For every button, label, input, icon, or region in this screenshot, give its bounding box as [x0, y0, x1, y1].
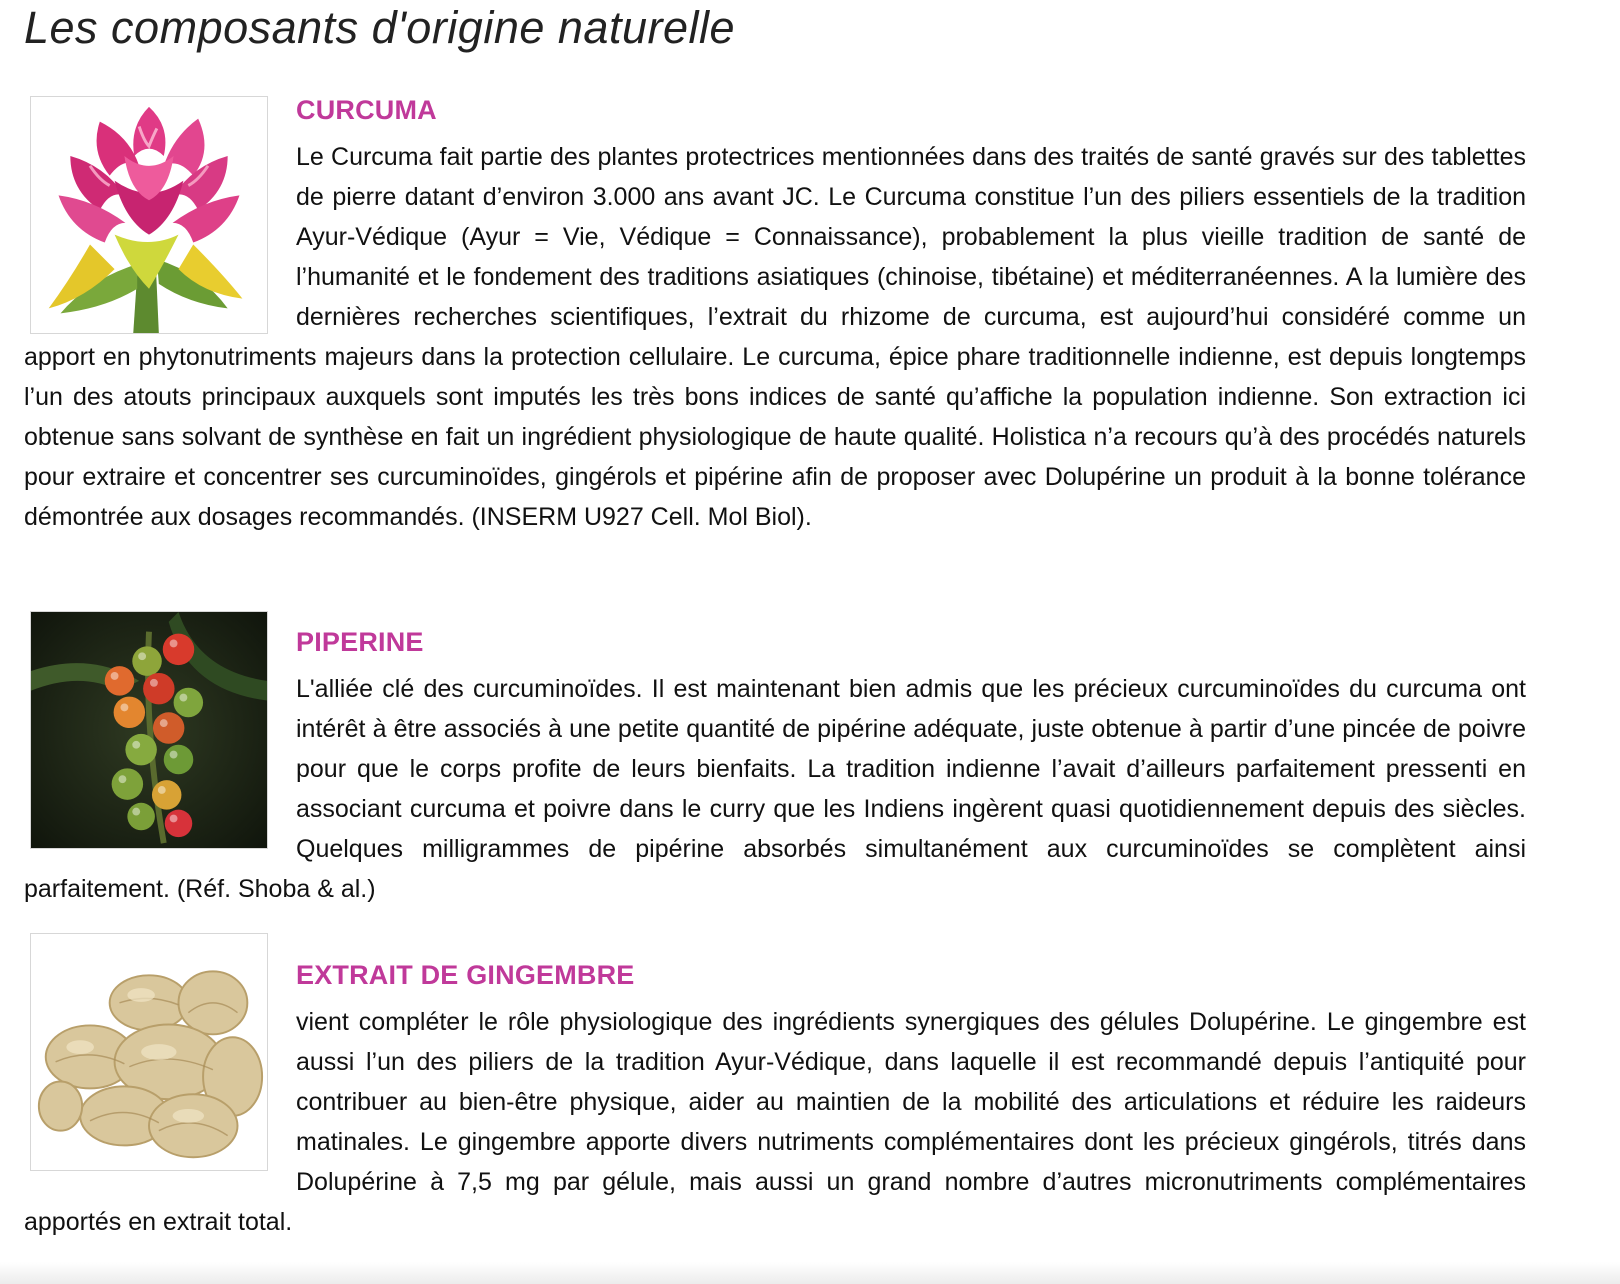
section-heading-curcuma: CURCUMA: [296, 95, 437, 125]
section-heading-gingembre: EXTRAIT DE GINGEMBRE: [296, 960, 635, 990]
curcuma-flower-icon: [31, 97, 267, 333]
section-text-curcuma: Le Curcuma fait partie des plantes protectrices mentionnées dans des traités de santé gravés sur des tablettes de pierre datant d’environ 3.000 ans avant JC. Le Curcuma constitue l’un des piliers essentiels de la tradition Ayur-Védique (Ayur = Vie, Védique = Connaissance), probablement la plus vieille tradition de santé de l’humanité et le fondement des traditions asiatiques (chinoise, tibétaine) et méditerranéennes. A la lumière des dernières recherches scientifiques, l’extrait du rhizome de curcuma, est aujourd’hui considéré comme un apport en phytonutriments majeurs dans la protection cellulaire. Le curcuma, épice phare traditionnelle indienne, est depuis longtemps l’un des atouts principaux auxquels sont imputés les très bons indices de santé qu’affiche la population indienne. Son extraction ici obtenue sans solvant de synthèse en fait un ingrédient physiologique de haute qualité. Holistica n’a recours qu’à des procédés naturels pour extraire et concentrer ses curcuminoïdes, gingérols et pipérine afin de proposer avec Dolupérine un produit à la bonne tolérance démontrée aux dosages recommandés. (INSERM U927 Cell. Mol Biol).: [24, 143, 1526, 531]
ginger-root-image: [30, 933, 268, 1171]
section-heading-piperine: PIPERINE: [296, 627, 424, 657]
section-curcuma: [24, 93, 1526, 537]
page-bottom-shade: [0, 1262, 1620, 1284]
section-piperine: [24, 625, 1526, 909]
ginger-root-icon: [31, 934, 267, 1170]
section-text-gingembre: vient compléter le rôle physiologique des ingrédients synergiques des gélules Dolupérine. Le gingembre est aussi l’un des piliers de la tradition Ayur-Védique, dans laquelle il est recommandé depuis l’antiquité pour contribuer au bien-être physique, aider au maintien de la mobilité des articulations et réduire les raideurs matinales. Le gingembre apporte divers nutriments complémentaires dont les précieux gingérols, titrés dans Dolupérine à 7,5 mg par gélule, mais aussi un grand nombre d’autres micronutriments complémentaires apportés en extrait total.: [24, 1008, 1526, 1236]
section-text-piperine: L'alliée clé des curcuminoïdes. Il est maintenant bien admis que les précieux curcuminoïdes du curcuma ont intérêt à être associés à une petite quantité de pipérine adéquate, juste obtenue à partir d’une pincée de poivre pour que le corps profite de leurs bienfaits. La tradition indienne l’avait d’ailleurs parfaitement pressenti en associant curcuma et poivre dans le curry que les Indiens ingèrent quasi quotidiennement depuis des siècles. Quelques milligrammes de pipérine absorbés simultanément aux curcuminoïdes se complètent ainsi parfaitement. (Réf. Shoba & al.): [24, 675, 1526, 903]
page-title: Les composants d'origine naturelle: [24, 2, 736, 53]
section-gingembre: [24, 958, 1526, 1242]
pepper-berries-image: [30, 611, 268, 849]
pepper-berries-icon: [31, 612, 267, 848]
curcuma-flower-image: [30, 96, 268, 334]
